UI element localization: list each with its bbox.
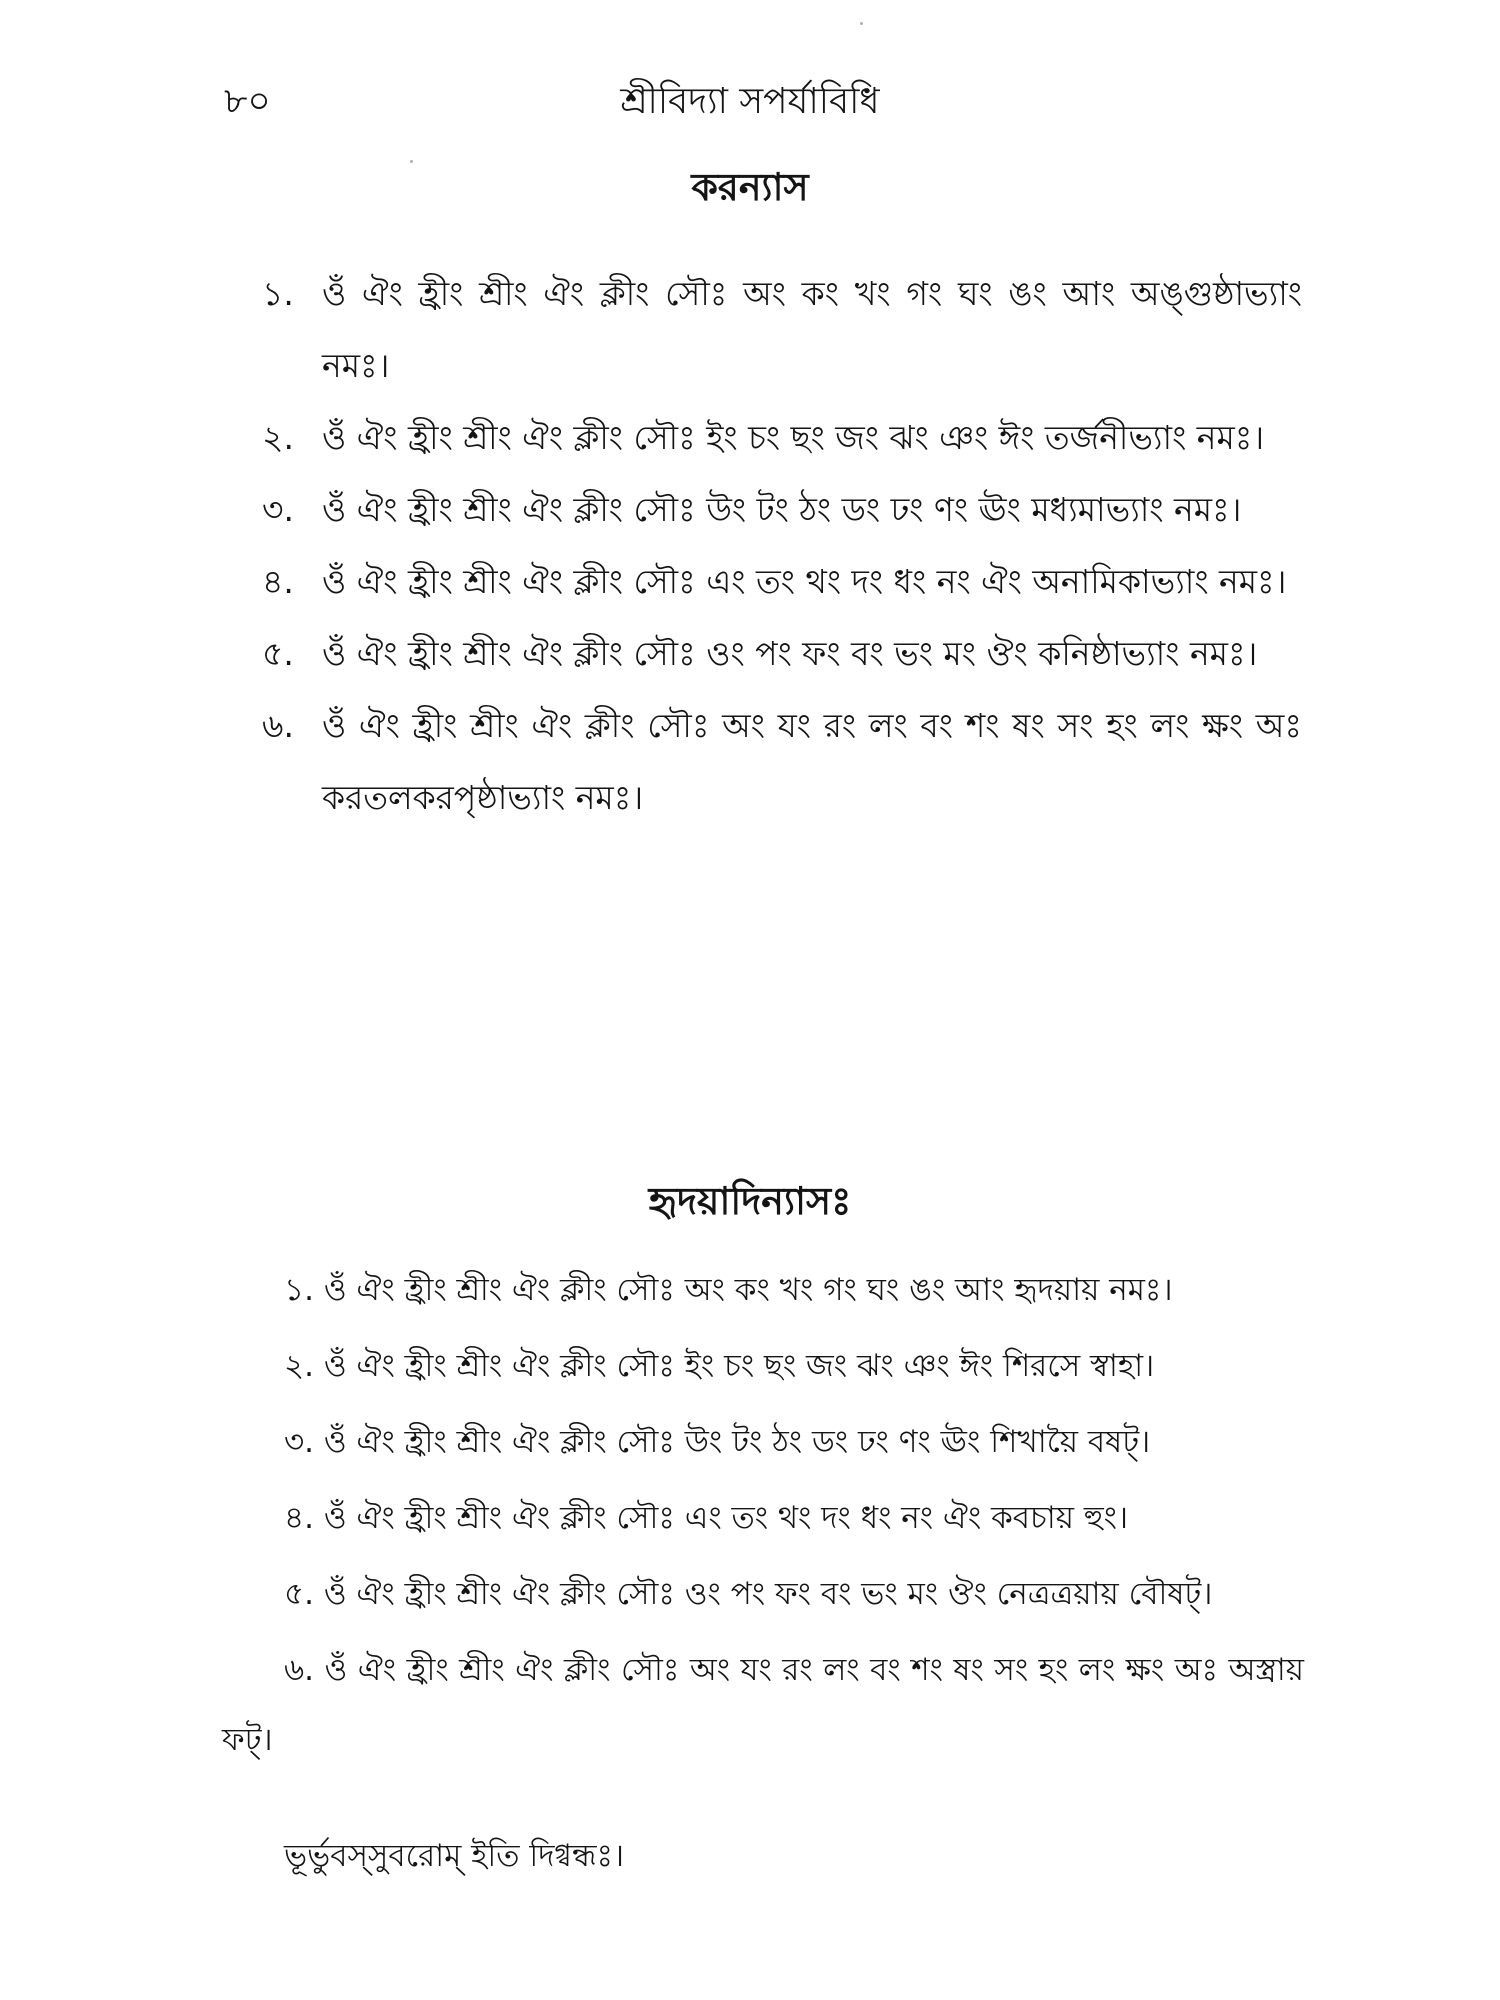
item-number: ৪. bbox=[262, 562, 294, 601]
list-item bbox=[262, 474, 1302, 546]
list-item: ২. ওঁ ঐং হ্রীং শ্রীং ঐং ক্লীং সৌঃ ইং চং ছং জং ঝং ঞং ঈং শিরসে স্বাহা। bbox=[284, 1348, 1155, 1384]
item-number: ১. bbox=[262, 274, 294, 313]
running-title: শ্রীবিদ্যা সপর্যাবিধি bbox=[620, 81, 880, 122]
item-text: ওঁ ঐং হ্রীং শ্রীং ঐং ক্লীং সৌঃ উং টং ঠং ডং ঢং ণং ঊং মধ্যমাভ্যাং নমঃ। bbox=[322, 490, 1242, 529]
list-item bbox=[262, 402, 1302, 474]
list-item bbox=[262, 690, 1302, 834]
item-number: ৬. bbox=[262, 706, 294, 745]
page-number: ৮০ bbox=[224, 81, 271, 122]
item-number: ৫. bbox=[262, 634, 294, 673]
list-item: ৬. ওঁ ঐং হ্রীং শ্রীং ঐং ক্লীং সৌঃ অং যং রং লং বং শং ষং সং হং লং ক্ষং অঃ অস্ত্রায় ফট্। bbox=[222, 1652, 1304, 1758]
list-item bbox=[262, 618, 1302, 690]
list-item: ৩. ওঁ ঐং হ্রীং শ্রীং ঐং ক্লীং সৌঃ উং টং ঠং ডং ঢং ণং ঊং শিখায়ৈ বষট্। bbox=[284, 1424, 1151, 1460]
list-item: ৫. ওঁ ঐং হ্রীং শ্রীং ঐং ক্লীং সৌঃ ওং পং ফং বং ভং মং ঔং নেত্রত্রয়ায় বৌষট্। bbox=[284, 1576, 1213, 1612]
list-item: ৪. ওঁ ঐং হ্রীং শ্রীং ঐং ক্লীং সৌঃ এং তং থং দং ধং নং ঐং কবচায় হুং। bbox=[284, 1500, 1129, 1536]
list-item bbox=[262, 258, 1302, 402]
karanyasa-list bbox=[262, 258, 1302, 834]
item-number: ২. bbox=[262, 418, 294, 457]
item-text: ওঁ ঐং হ্রীং শ্রীং ঐং ক্লীং সৌঃ এং তং থং দং ধং নং ঐং অনামিকাভ্যাং নমঃ। bbox=[322, 562, 1287, 601]
closing-line: ভূর্ভুবস্সুবরোম্ ইতি দিগ্বন্ধঃ। bbox=[284, 1838, 625, 1874]
item-text: ওঁ ঐং হ্রীং শ্রীং ঐং ক্লীং সৌঃ ওং পং ফং বং ভং মং ঔং কনিষ্ঠাভ্যাং নমঃ। bbox=[322, 634, 1258, 673]
list-item: ১. ওঁ ঐং হ্রীং শ্রীং ঐং ক্লীং সৌঃ অং কং খং গং ঘং ঙং আং হৃদয়ায় নমঃ। bbox=[284, 1272, 1173, 1308]
item-text: ওঁ ঐং হ্রীং শ্রীং ঐং ক্লীং সৌঃ ইং চং ছং জং ঝং ঞং ঈং তর্জনীভ্যাং নমঃ। bbox=[322, 418, 1265, 457]
list-item bbox=[262, 546, 1302, 618]
hridayadinyasa-list bbox=[222, 1255, 1304, 1781]
print-speck bbox=[860, 22, 863, 25]
item-number: ৩. bbox=[262, 490, 294, 529]
section-heading-karanyasa: করন্যাস bbox=[691, 165, 809, 209]
print-speck bbox=[410, 160, 413, 163]
item-text: ওঁ ঐং হ্রীং শ্রীং ঐং ক্লীং সৌঃ অং কং খং গং ঘং ঙং আং অঙ্গুষ্ঠাভ্যাং নমঃ। bbox=[322, 274, 1302, 385]
section-heading-hridayadinyasa: হৃদয়াদিন্যাসঃ bbox=[648, 1179, 852, 1223]
item-text: ওঁ ঐং হ্রীং শ্রীং ঐং ক্লীং সৌঃ অং যং রং লং বং শং ষং সং হং লং ক্ষং অঃ করতলকরপৃষ্ঠাভ্যাং নমঃ। bbox=[322, 706, 1302, 817]
